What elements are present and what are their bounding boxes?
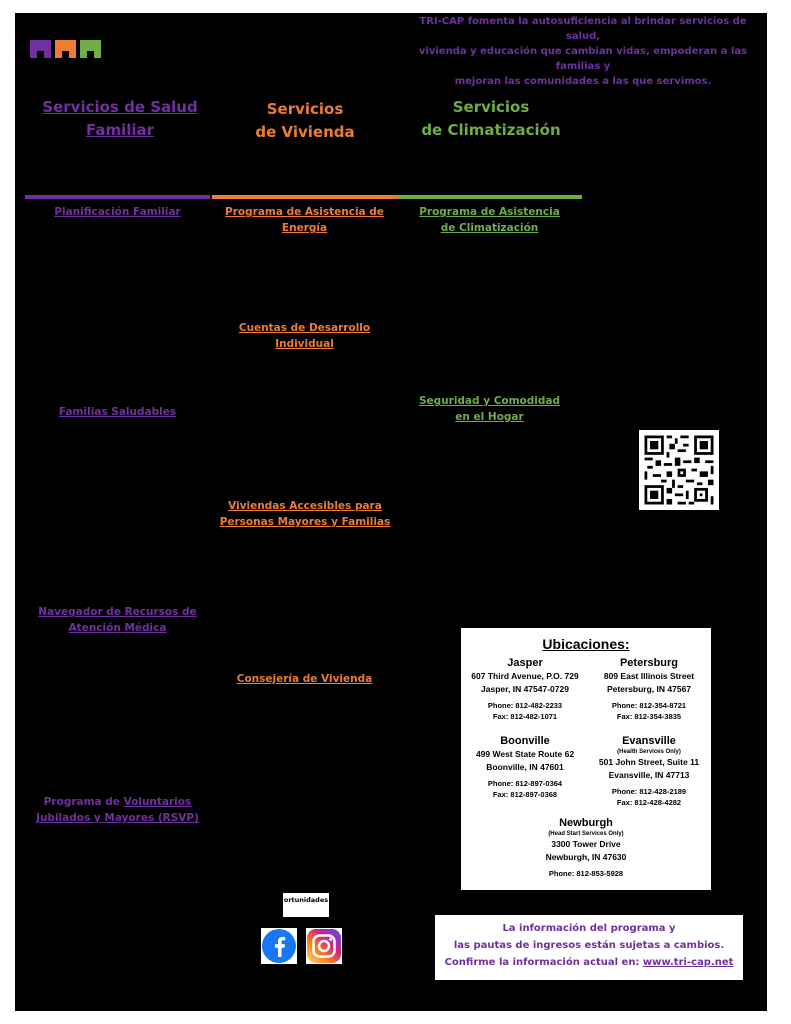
- evansville-address-1: 501 John Street, Suite 11: [598, 757, 700, 767]
- link-healthy-families[interactable]: [25, 404, 210, 420]
- opportunities-label: ortunidades: [283, 893, 329, 917]
- healthy-families-label: Familias Saludables: [58, 406, 177, 418]
- info-line-1: La información del programa y: [502, 923, 676, 934]
- logo-block-purple: [30, 40, 51, 58]
- link-weatherization-assistance[interactable]: [397, 204, 582, 236]
- home-safety-line-1: Seguridad y Comodidad: [418, 395, 561, 407]
- instagram-icon[interactable]: [306, 928, 342, 964]
- rsvp-prefix: Programa de: [43, 796, 124, 808]
- jasper-name: Jasper: [507, 657, 543, 669]
- housing-column-bar: [212, 195, 397, 199]
- location-evansville: [587, 734, 711, 808]
- logo-block-orange: [55, 40, 76, 58]
- location-petersburg: [587, 656, 711, 722]
- jasper-phone: Phone: 812-482-2233: [487, 701, 563, 710]
- jasper-address-1: 607 Third Avenue, P.O. 729: [471, 671, 579, 681]
- tagline-line-2: vivienda y educación que cambian vidas, empoderan a las familias y: [418, 46, 748, 72]
- housing-heading-line-2: de Vivienda: [255, 123, 355, 141]
- qr-code-graphic: [639, 430, 719, 510]
- evansville-fax: Fax: 812-428-4282: [616, 798, 682, 807]
- newburgh-address-1: 3300 Tower Drive: [551, 839, 621, 849]
- location-newburgh: [511, 816, 661, 879]
- newburgh-phone: Phone: 812-853-5928: [548, 869, 624, 878]
- newburgh-address-2: Newburgh, IN 47630: [545, 852, 627, 862]
- link-housing-counseling[interactable]: [212, 671, 397, 687]
- housing-counseling-label: Consejería de Vivienda: [236, 673, 373, 685]
- boonville-address-1: 499 West State Route 62: [475, 749, 575, 759]
- link-healthcare-navigator[interactable]: [25, 604, 210, 636]
- jasper-fax: Fax: 812-482-1071: [492, 712, 558, 721]
- weatherization-heading-line-2: de Climatización: [421, 121, 561, 139]
- weatherization-column-bar: [397, 195, 582, 199]
- tagline-line-3: mejoran las comunidades a las que servimos.: [454, 76, 712, 87]
- newburgh-name: Newburgh: [559, 817, 613, 829]
- link-affordable-housing[interactable]: [205, 498, 405, 530]
- logo-block-green: [80, 40, 101, 58]
- locations-box: [461, 628, 711, 890]
- link-individual-development-accounts[interactable]: [212, 320, 397, 352]
- health-heading-line-1: Servicios de Salud: [42, 98, 198, 116]
- health-services-heading[interactable]: [30, 96, 210, 142]
- info-line-3-prefix: Confirme la información actual en:: [444, 957, 643, 968]
- boonville-fax: Fax: 812-897-0368: [492, 790, 558, 799]
- family-planning-label: Planificación Familiar: [54, 206, 181, 218]
- evansville-address-2: Evansville, IN 47713: [608, 770, 690, 780]
- housing-heading-line-1: Servicios: [266, 100, 344, 118]
- evansville-name: Evansville: [622, 735, 676, 747]
- info-line-2: las pautas de ingresos están sujetas a cambios.: [453, 940, 725, 951]
- healthcare-navigator-line-2: Atención Médica: [68, 622, 167, 634]
- petersburg-fax: Fax: 812-354-3835: [616, 712, 682, 721]
- rsvp-program-item: [25, 794, 210, 826]
- facebook-icon[interactable]: [261, 928, 297, 964]
- boonville-address-2: Boonville, IN 47601: [486, 762, 564, 772]
- energy-assistance-line-2: Energía: [281, 222, 328, 234]
- website-link[interactable]: www.tri-cap.net: [642, 957, 734, 968]
- petersburg-address-2: Petersburg, IN 47567: [606, 684, 692, 694]
- evansville-note: (Health Services Only): [617, 749, 681, 755]
- program-info-box: [435, 915, 743, 980]
- health-heading-line-2: Familiar: [85, 121, 155, 139]
- location-boonville: [463, 734, 587, 800]
- health-column-bar: [25, 195, 210, 199]
- mission-tagline: [406, 14, 760, 89]
- home-safety-line-2: en el Hogar: [455, 411, 524, 423]
- qr-code[interactable]: [639, 430, 719, 510]
- newburgh-note: (Head Start Services Only): [548, 831, 624, 837]
- rsvp-line-2[interactable]: Jubilados y Mayores (RSVP): [36, 812, 199, 824]
- tricap-logo: [30, 40, 102, 58]
- weatherization-assistance-line-2: de Climatización: [440, 222, 539, 234]
- petersburg-phone: Phone: 812-354-8721: [611, 701, 687, 710]
- ida-line-1: Cuentas de Desarrollo: [238, 322, 371, 334]
- affordable-housing-line-1: Viviendas Accesibles para: [228, 500, 382, 512]
- energy-assistance-line-1: Programa de Asistencia de: [225, 206, 384, 218]
- tagline-line-1: TRI-CAP fomenta la autosuficiencia al brindar servicios de salud,: [419, 16, 747, 42]
- healthcare-navigator-line-1: Navegador de Recursos de: [38, 606, 197, 618]
- housing-services-heading: [215, 98, 395, 144]
- ida-line-2: Individual: [275, 338, 334, 350]
- link-home-safety-comfort[interactable]: [397, 393, 582, 425]
- affordable-housing-line-2: Personas Mayores y Familias: [219, 516, 391, 528]
- location-jasper: [463, 656, 587, 722]
- jasper-address-2: Jasper, IN 47547-0729: [481, 684, 569, 694]
- petersburg-name: Petersburg: [619, 657, 679, 669]
- boonville-phone: Phone: 812-897-0364: [487, 779, 563, 788]
- evansville-phone: Phone: 812-428-2189: [611, 787, 687, 796]
- weatherization-assistance-line-1: Programa de Asistencia: [419, 206, 560, 218]
- link-volunteers[interactable]: Voluntarios: [123, 796, 192, 808]
- locations-title: Ubicaciones:: [542, 636, 630, 652]
- boonville-name: Boonville: [500, 735, 550, 747]
- weatherization-services-heading: [400, 96, 582, 142]
- link-energy-assistance[interactable]: [212, 204, 397, 236]
- weatherization-heading-line-1: Servicios: [452, 98, 530, 116]
- petersburg-address-1: 809 East Illinois Street: [603, 671, 695, 681]
- link-family-planning[interactable]: [25, 204, 210, 220]
